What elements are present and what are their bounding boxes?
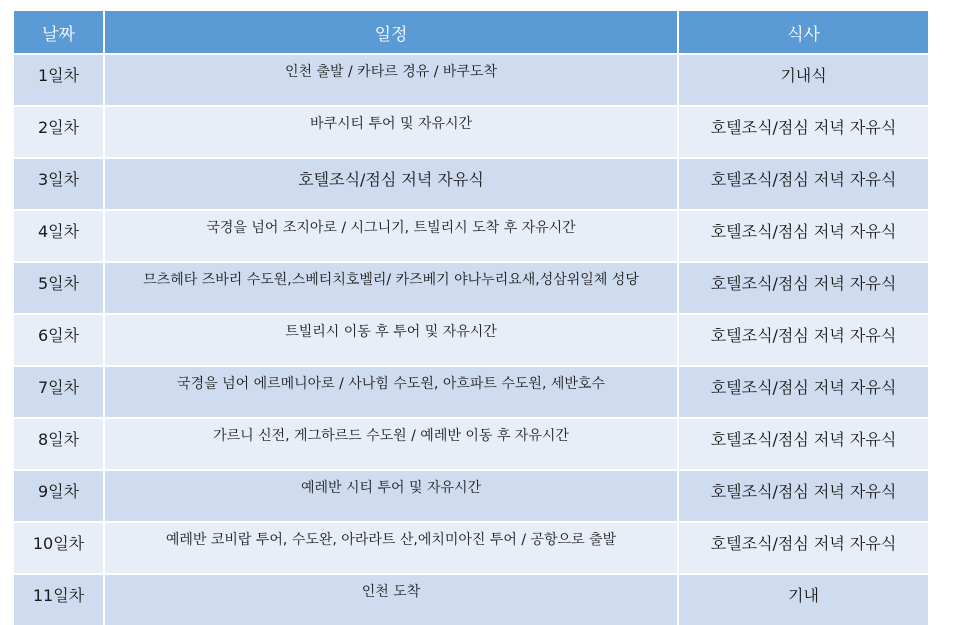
schedule-cell: 바쿠시티 투어 및 자유시간 <box>104 106 678 158</box>
day-cell: 1일차 <box>14 54 104 106</box>
itinerary-table-container <box>14 11 928 625</box>
meal-cell: 호텔조식/점심 저녁 자유식 <box>678 522 928 574</box>
meal-cell: 호텔조식/점심 저녁 자유식 <box>678 314 928 366</box>
table-row <box>14 262 928 314</box>
day-cell: 2일차 <box>14 106 104 158</box>
table-row <box>14 522 928 574</box>
day-cell: 8일차 <box>14 418 104 470</box>
schedule-cell: 인천 도착 <box>104 574 678 625</box>
meal-cell: 호텔조식/점심 저녁 자유식 <box>678 158 928 210</box>
schedule-cell: 국경을 넘어 에르메니아로 / 사나힘 수도원, 아흐파트 수도원, 세반호수 <box>104 366 678 418</box>
schedule-cell: 호텔조식/점심 저녁 자유식 <box>104 158 678 210</box>
table-row <box>14 54 928 106</box>
table-row <box>14 574 928 625</box>
table-row <box>14 210 928 262</box>
schedule-cell: 국경을 넘어 조지아로 / 시그니기, 트빌리시 도착 후 자유시간 <box>104 210 678 262</box>
meal-cell: 호텔조식/점심 저녁 자유식 <box>678 210 928 262</box>
table-row <box>14 106 928 158</box>
schedule-cell: 가르니 신전, 게그하르드 수도원 / 예레반 이동 후 자유시간 <box>104 418 678 470</box>
table-row <box>14 418 928 470</box>
schedule-cell: 인천 출발 / 카타르 경유 / 바쿠도착 <box>104 54 678 106</box>
table-header-row <box>14 11 928 54</box>
meal-cell: 기내 <box>678 574 928 625</box>
schedule-cell: 예레반 시티 투어 및 자유시간 <box>104 470 678 522</box>
header-meal: 식사 <box>678 11 928 54</box>
schedule-cell: 예레반 코비랍 투어, 수도완, 아라라트 산,에치미아진 투어 / 공항으로 출발 <box>104 522 678 574</box>
day-cell: 7일차 <box>14 366 104 418</box>
day-cell: 11일차 <box>14 574 104 625</box>
header-schedule: 일정 <box>104 11 678 54</box>
day-cell: 10일차 <box>14 522 104 574</box>
day-cell: 5일차 <box>14 262 104 314</box>
meal-cell: 호텔조식/점심 저녁 자유식 <box>678 262 928 314</box>
schedule-cell: 트빌리시 이동 후 투어 및 자유시간 <box>104 314 678 366</box>
itinerary-table <box>14 11 928 625</box>
table-row <box>14 158 928 210</box>
day-cell: 3일차 <box>14 158 104 210</box>
meal-cell: 호텔조식/점심 저녁 자유식 <box>678 366 928 418</box>
meal-cell: 호텔조식/점심 저녁 자유식 <box>678 470 928 522</box>
schedule-cell: 므츠헤타 즈바리 수도원,스베티치호벨리/ 카즈베기 야나누리요새,성삼위일체 성당 <box>104 262 678 314</box>
day-cell: 4일차 <box>14 210 104 262</box>
meal-cell: 호텔조식/점심 저녁 자유식 <box>678 418 928 470</box>
header-day: 날짜 <box>14 11 104 54</box>
day-cell: 9일차 <box>14 470 104 522</box>
table-row <box>14 314 928 366</box>
day-cell: 6일차 <box>14 314 104 366</box>
table-row <box>14 470 928 522</box>
meal-cell: 호텔조식/점심 저녁 자유식 <box>678 106 928 158</box>
table-row <box>14 366 928 418</box>
meal-cell: 기내식 <box>678 54 928 106</box>
